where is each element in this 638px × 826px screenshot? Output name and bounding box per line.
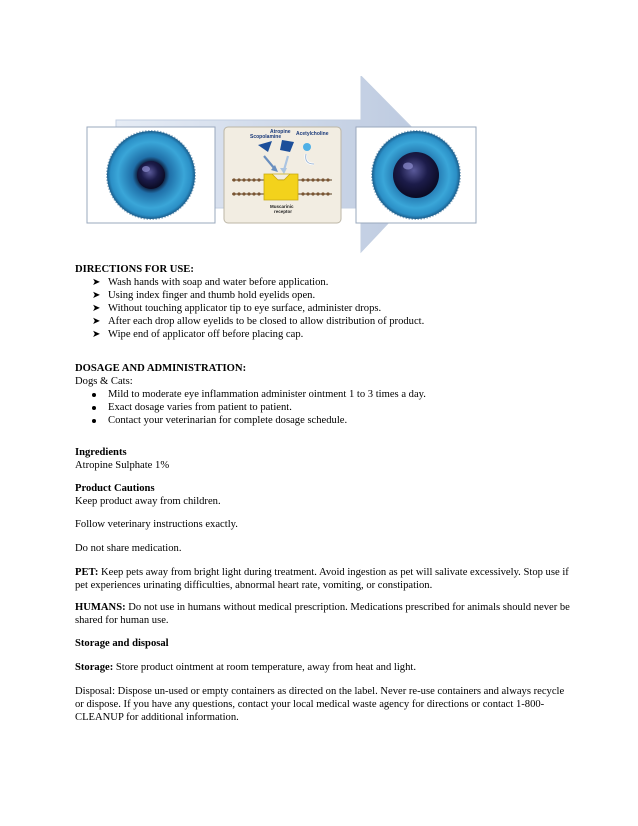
list-item: Mild to moderate eye inflammation administer ointment 1 to 3 times a day. [75,388,570,401]
cautions-line1: Keep product away from children. [75,496,221,507]
list-item: ➤ Without touching applicator tip to eye surface, administer drops. [92,303,382,314]
storage-heading: Storage and disposal [75,638,169,649]
arrow-bullet-icon: ➤ [92,290,101,301]
dosage-section [75,362,570,427]
mechanism-illustration [86,76,486,256]
list-item: ➤ Wipe end of applicator off before placing cap. [92,329,304,340]
list-item: ➤ Wash hands with soap and water before application. [92,277,329,288]
cautions-heading: Product Cautions [75,483,155,494]
humans-label: HUMANS: [75,602,126,613]
label-atropine: Atropine [270,129,291,135]
directions-section [75,263,570,341]
pet-text: Keep pets away from bright light during treatment. Avoid ingestion as pet will salivate excessively. Stop use if pet experiences urinating difficulties, abnormal heart rate, vomiting, or constipation. [75,567,569,591]
eye-left [87,127,215,223]
pet-paragraph [75,566,570,592]
list-item: Exact dosage varies from patient to patient. [75,401,570,414]
cautions-line2: Follow veterinary instructions exactly. [75,519,238,530]
arrow-bullet-icon: ➤ [92,277,101,288]
dosage-list [75,388,570,427]
label-receptor-line2: receptor [274,209,293,214]
ingredients-heading: Ingredients [75,447,127,458]
bullet-dot-icon [92,406,96,410]
disposal-paragraph: Disposal: Dispose un-used or empty containers as directed on the label. Never re-use containers and always recycle or dispose. If you have any questions, contact your local medical waste agency for directions or contact 1-800-CLEANUP for additional information. [75,686,565,723]
dosage-heading: DOSAGE AND ADMINISTRATION: [75,363,247,374]
directions-heading: DIRECTIONS FOR USE: [75,264,194,275]
storage-label: Storage: [75,662,114,673]
eye-right [356,127,476,223]
mechanism-box [224,127,341,223]
arrow-bullet-icon: ➤ [92,329,101,340]
pet-label: PET: [75,567,99,578]
list-item: ➤ After each drop allow eyelids to be closed to allow distribution of product. [92,316,425,327]
humans-text: Do not use in humans without medical prescription. Medications prescribed for animals should never be shared for human use. [75,602,570,626]
cautions-section [75,482,570,508]
dosage-subheading: Dogs & Cats: [75,376,133,387]
label-acetylcholine: Acetylcholine [296,131,329,137]
list-item: Contact your veterinarian for complete dosage schedule. [75,414,570,427]
storage-paragraph [75,661,570,674]
arrow-bullet-icon: ➤ [92,316,101,327]
directions-list [75,276,570,341]
ingredients-text: Atropine Sulphate 1% [75,460,170,471]
ingredients-section [75,446,570,472]
label-receptor-line1: Muscarinic [270,204,294,209]
list-item: ➤ Using index finger and thumb hold eyelids open. [92,290,316,301]
cautions-line3: Do not share medication. [75,543,182,554]
bullet-dot-icon [92,419,96,423]
mechanism-svg [86,76,486,256]
bullet-dot-icon [92,393,96,397]
humans-paragraph [75,601,570,627]
storage-text: Store product ointment at room temperature, away from heat and light. [113,662,416,673]
label-scopolamine: Scopolamine [250,134,282,140]
arrow-bullet-icon: ➤ [92,303,101,314]
